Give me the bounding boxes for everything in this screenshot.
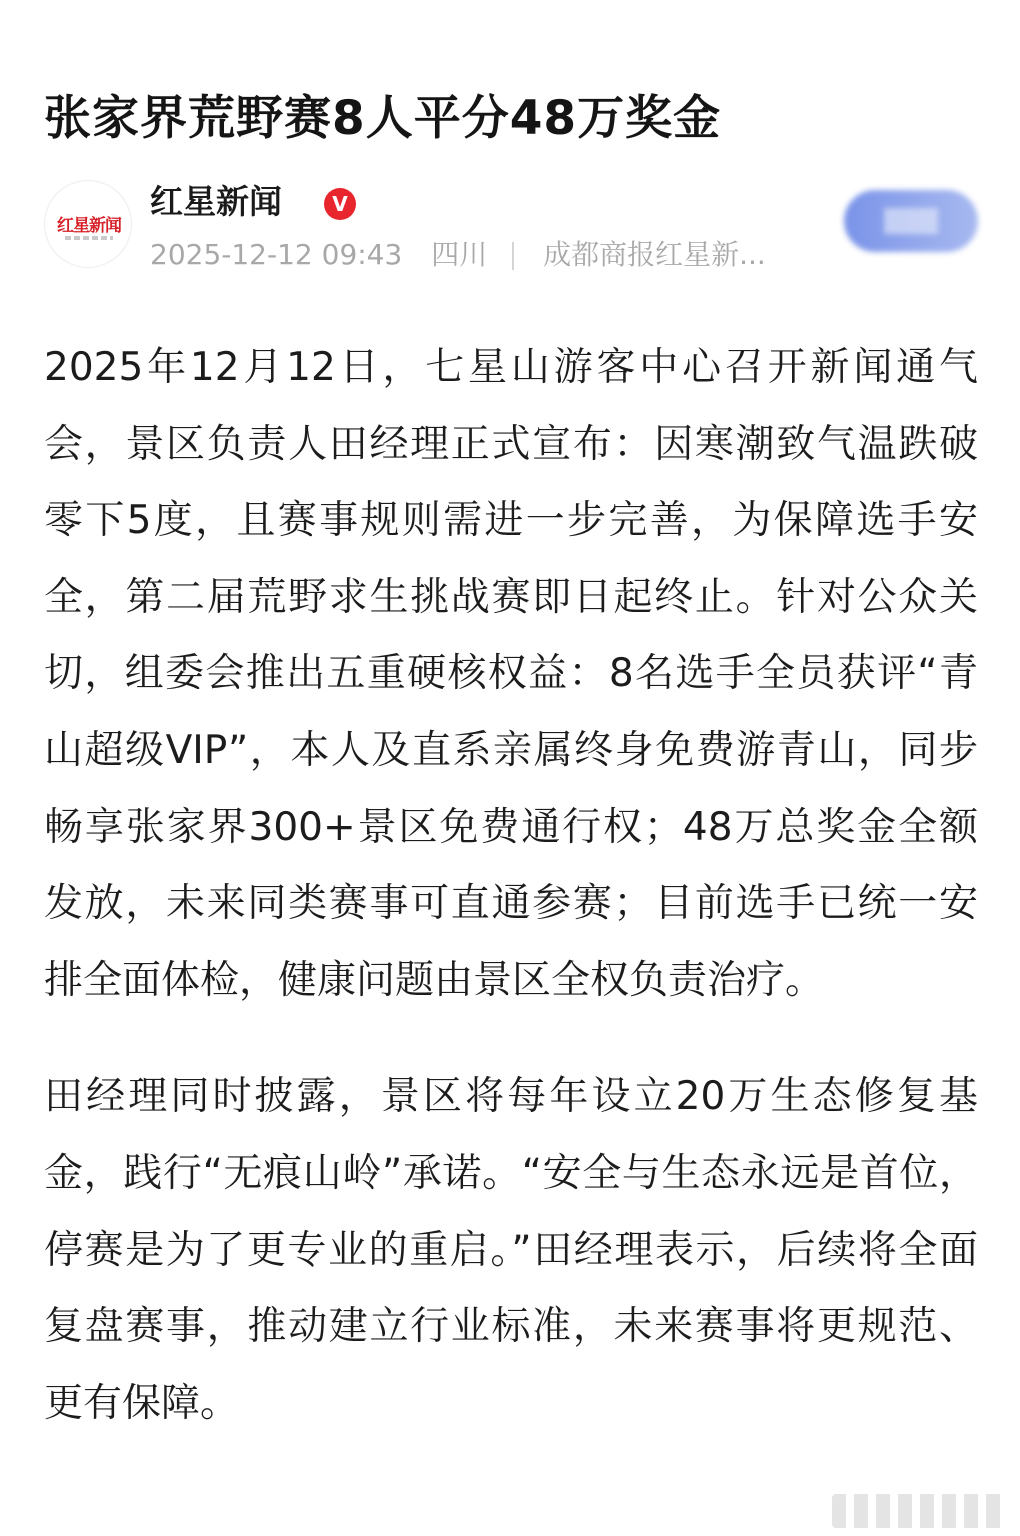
meta-line — [150, 236, 766, 274]
author-bar — [44, 176, 994, 276]
paragraph-2: 田经理同时披露，景区将每年设立20万生态修复基金，践行“无痕山岭”承诺。“安全与生态永远是首位，停赛是为了更专业的重启。”田经理表示，后续将全面复盘赛事，推动建立行业标准，未来赛事将更规范、更有保障。 — [44, 1074, 978, 1426]
publish-region: 四川 — [431, 238, 488, 271]
paragraph-1: 2025年12月12日，七星山游客中心召开新闻通气会，景区负责人田经理正式宣布：因寒潮致气温跌破零下5度，且赛事规则需进一步完善，为保障选手安全，第二届荒野求生挑战赛即日起终止。针对公众关切，组委会推出五重硬核权益：8名选手全员获评“青山超级VIP”，本人及直系亲属终身免费游青山，同步畅享张家界300+景区免费通行权；48万总奖金全额发放，未来同类赛事可直通参赛；目前选手已统一安排全面体检，健康问题由景区全权负责治疗。 — [44, 345, 978, 1003]
avatar[interactable] — [44, 180, 132, 268]
follow-button[interactable] — [844, 190, 978, 252]
article-body — [44, 330, 978, 1442]
publish-time: 2025-12-12 09:43 — [150, 238, 403, 271]
publish-source: 成都商报红星新... — [543, 238, 766, 271]
verified-icon: V — [324, 188, 356, 220]
watermark — [832, 1494, 1008, 1528]
meta-divider — [512, 242, 514, 270]
follow-label-blurred — [884, 208, 938, 234]
article-title: 张家界荒野赛8人平分48万奖金 — [44, 91, 722, 147]
author-name[interactable]: 红星新闻 — [150, 182, 282, 221]
publisher-logo: 红星新闻 — [57, 216, 121, 236]
logo-subline — [65, 236, 113, 240]
